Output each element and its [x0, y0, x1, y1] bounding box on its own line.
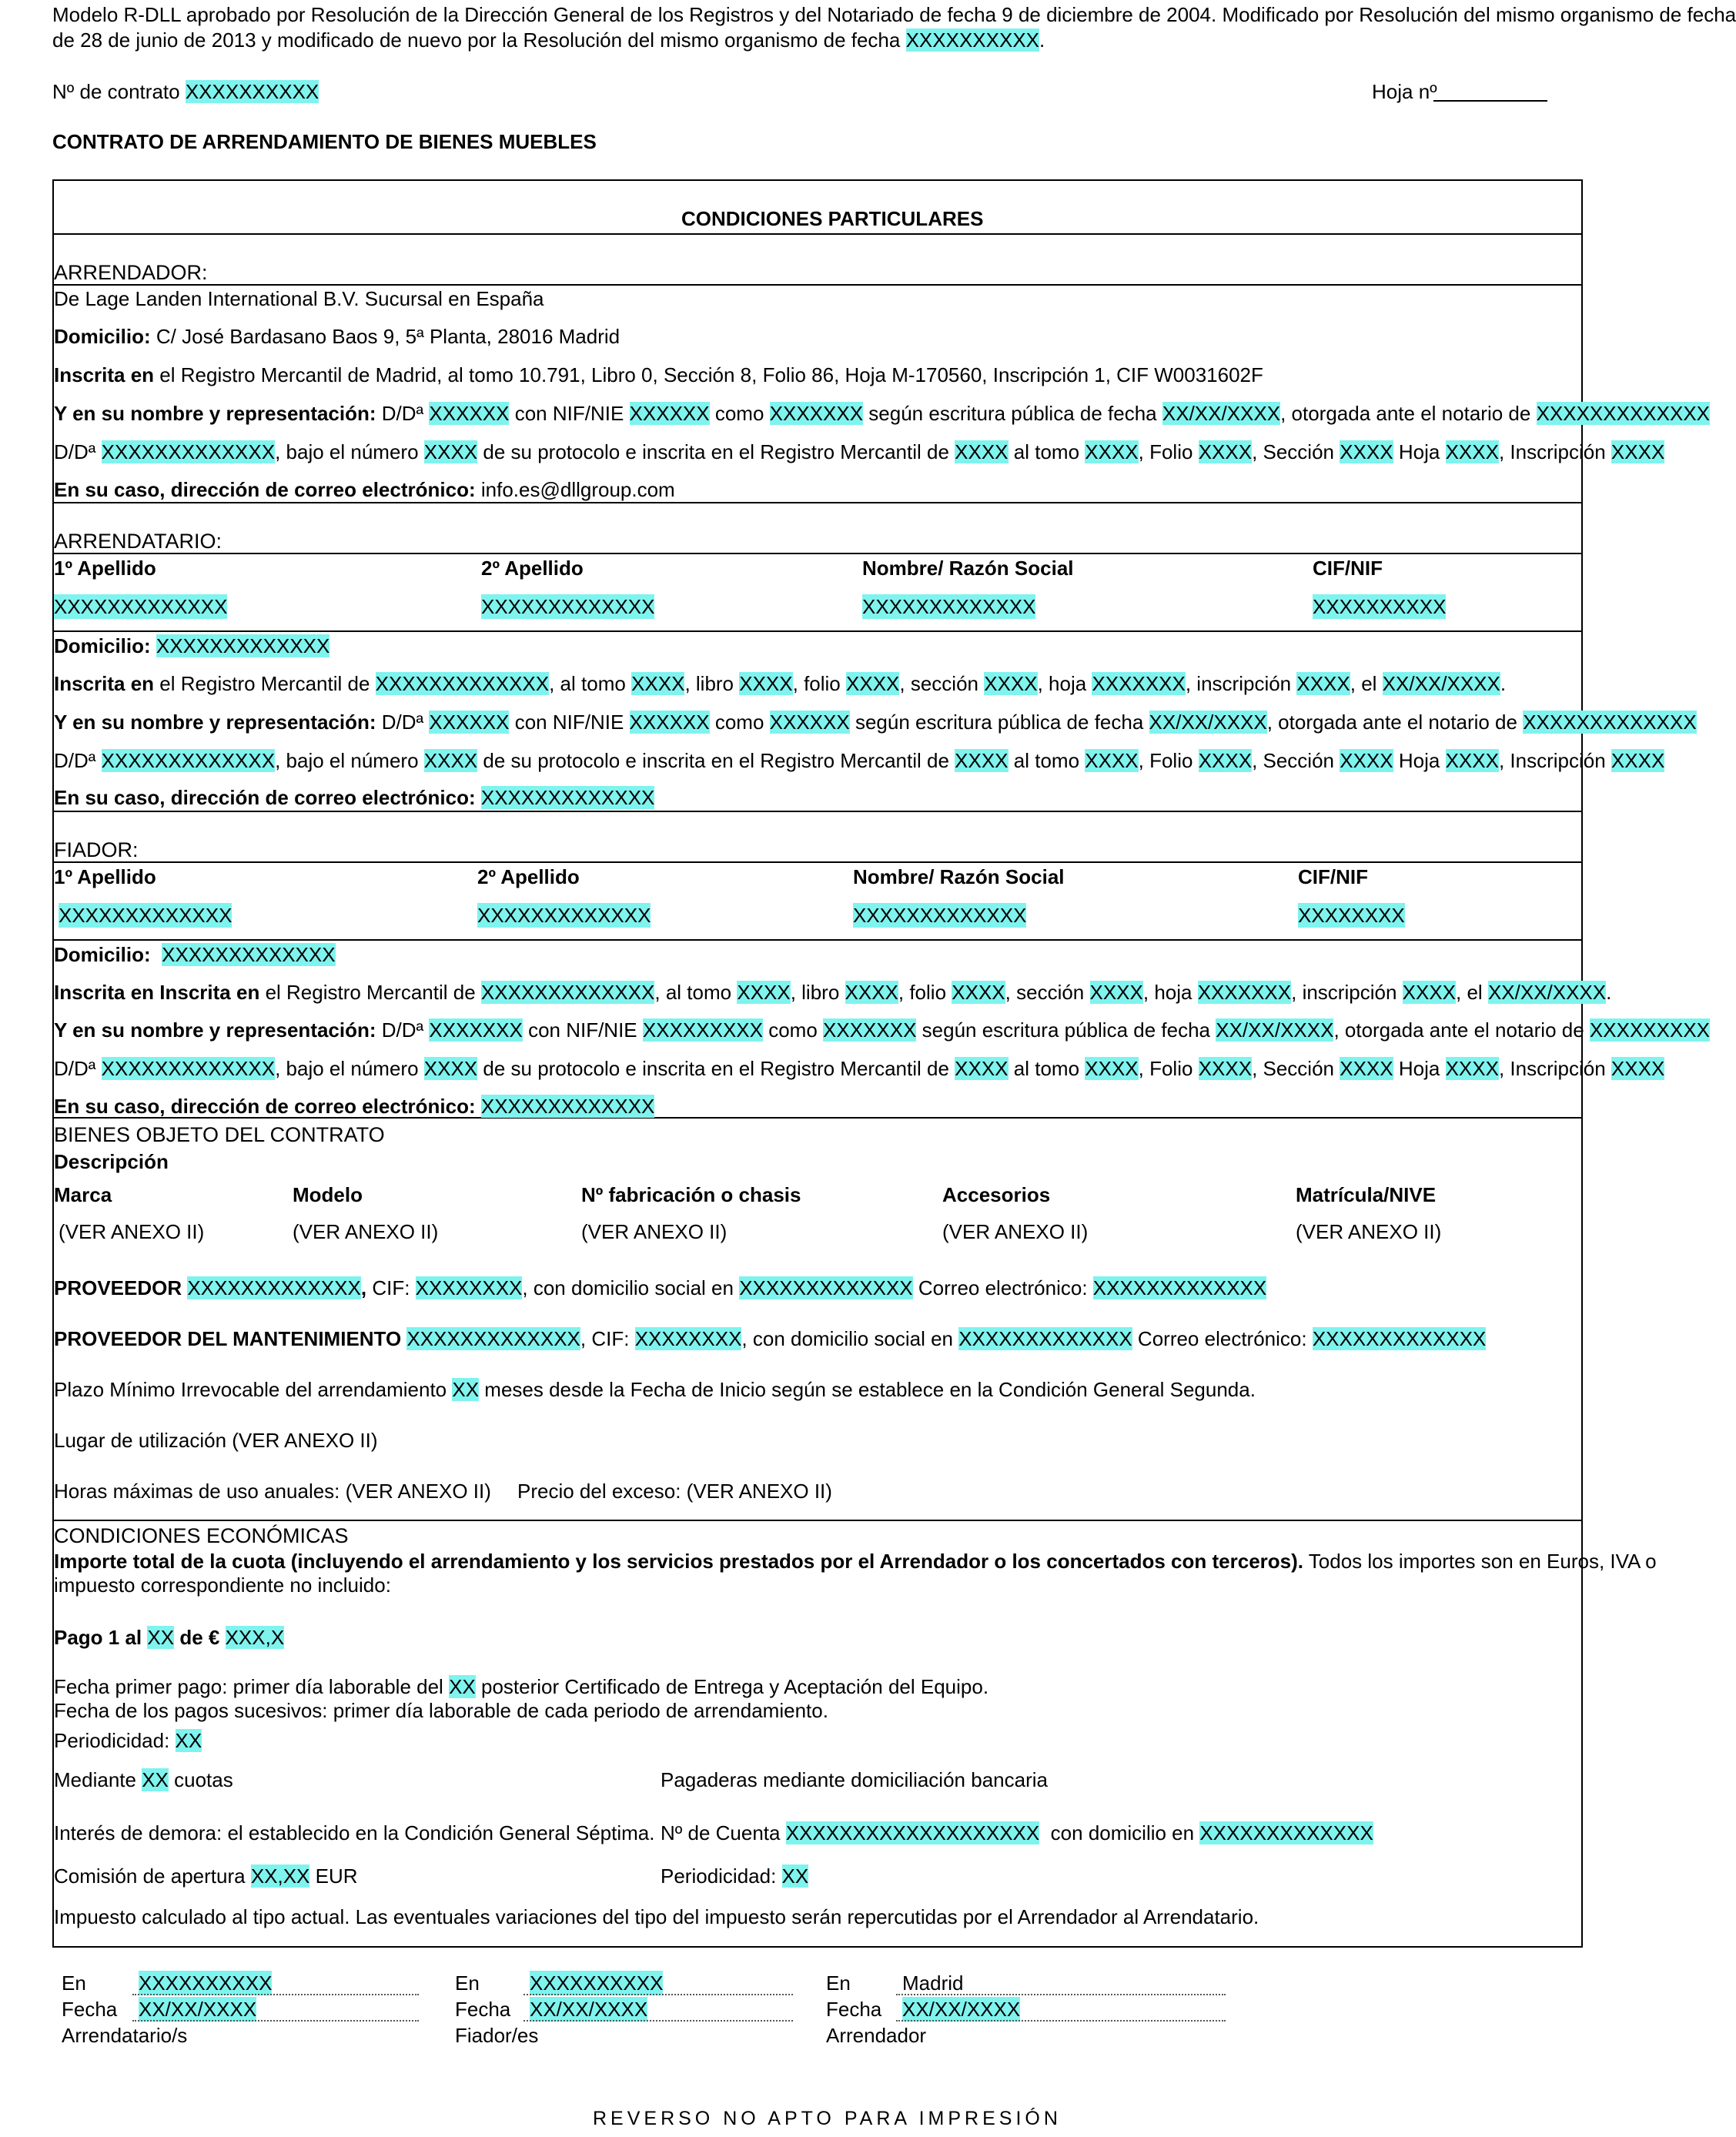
- divider: [52, 1520, 1583, 1521]
- arrendatario-col-cif: CIF/NIF: [1313, 557, 1383, 580]
- divider: [52, 811, 1583, 812]
- model-note-line2: de 28 de junio de 2013 y modificado de nuevo por la Resolución del mismo organismo de fecha XXXXXXXXXX.: [52, 28, 1045, 52]
- fiador-heading: FIADOR:: [54, 838, 139, 861]
- proveedor-mantenimiento-line: PROVEEDOR DEL MANTENIMIENTO XXXXXXXXXXXXX, CIF: XXXXXXXX, con domicilio social en XXXXXXXXXXXXX Correo electrónico: XXXXXXXXXXXXX: [54, 1327, 1487, 1350]
- divider: [52, 630, 1583, 632]
- fiador-email: En su caso, dirección de correo electrónico: XXXXXXXXXXXXX: [54, 1095, 655, 1118]
- arrendatario-email: En su caso, dirección de correo electrónico: XXXXXXXXXXXXX: [54, 786, 655, 809]
- arrendatario-representacion: Y en su nombre y representación: D/Dª XXXXXX con NIF/NIE XXXXXX como XXXXXX según escritura pública de fecha XX/XX/XXXX, otorgada ante el notario de XXXXXXXXXXXXX: [54, 711, 1697, 734]
- sig-en-line: [132, 1994, 419, 1995]
- fiador-nombre[interactable]: XXXXXXXXXXXXX: [853, 904, 1027, 927]
- sig-fecha-label: Fecha: [826, 1998, 882, 2021]
- comision-apertura: Comisión de apertura XX,XX EUR: [54, 1864, 358, 1888]
- arrendatario-protocolo: D/Dª XXXXXXXXXXXXX, bajo el número XXXX de su protocolo e inscrita en el Registro Mercantil de XXXX al tomo XXXX, Folio XXXX, Sección XXXX Hoja XXXX, Inscripción XXXX: [54, 749, 1665, 772]
- fiador-col-cif: CIF/NIF: [1298, 865, 1368, 888]
- sig-en-value[interactable]: XXXXXXXXXX: [530, 1971, 664, 1995]
- bienes-col-chasis: Nº fabricación o chasis: [581, 1183, 801, 1206]
- fiador-domicilio: Domicilio: XXXXXXXXXXXXX: [54, 943, 336, 966]
- bienes-descripcion: Descripción: [54, 1150, 169, 1173]
- fiador-apellido1[interactable]: XXXXXXXXXXXXX: [59, 904, 232, 927]
- precio-exceso: Precio del exceso: (VER ANEXO II): [517, 1480, 832, 1503]
- arrendador-email: En su caso, dirección de correo electrónico: info.es@dllgroup.com: [54, 478, 675, 501]
- document-title: CONTRATO DE ARRENDAMIENTO DE BIENES MUEBLES: [52, 130, 597, 153]
- periodicidad: Periodicidad: XX: [54, 1729, 202, 1752]
- sig-role: Fiador/es: [455, 2024, 539, 2047]
- bienes-heading: BIENES OBJETO DEL CONTRATO: [54, 1123, 385, 1146]
- arrendador-inscrita: Inscrita en el Registro Mercantil de Madrid, al tomo 10.791, Libro 0, Sección 8, Folio 86, Hoja M-170560, Inscripción 1, CIF W0031602F: [54, 363, 1263, 386]
- plazo-minimo: Plazo Mínimo Irrevocable del arrendamiento XX meses desde la Fecha de Inicio según se establece en la Condición General Segunda.: [54, 1378, 1256, 1401]
- arrendatario-apellido2[interactable]: XXXXXXXXXXXXX: [481, 595, 655, 618]
- divider: [52, 233, 1583, 235]
- numero-cuenta: Nº de Cuenta XXXXXXXXXXXXXXXXXXX con domicilio en XXXXXXXXXXXXX: [661, 1821, 1373, 1844]
- impuesto-nota: Impuesto calculado al tipo actual. Las eventuales variaciones del tipo del impuesto serán repercutidas por el Arrendador al Arrendatario.: [54, 1905, 1259, 1928]
- bienes-modelo: (VER ANEXO II): [293, 1220, 439, 1243]
- divider: [52, 939, 1583, 941]
- arrendatario-domicilio: Domicilio: XXXXXXXXXXXXX: [54, 634, 330, 657]
- mediante-cuotas: Mediante XX cuotas: [54, 1768, 233, 1791]
- sig-fecha-label: Fecha: [62, 1998, 118, 2021]
- sig-en-value[interactable]: XXXXXXXXXX: [139, 1971, 273, 1995]
- sheet-number-field[interactable]: [1433, 100, 1547, 102]
- fiador-representacion: Y en su nombre y representación: D/Dª XXXXXXX con NIF/NIE XXXXXXXXX como XXXXXXX según escritura pública de fecha XX/XX/XXXX, otorgada ante el notario de XXXXXXXXX: [54, 1018, 1710, 1042]
- sig-en-line: [523, 1994, 793, 1995]
- sig-fecha-line: [523, 2020, 793, 2022]
- arrendador-name: De Lage Landen International B.V. Sucursal en España: [54, 287, 544, 310]
- bienes-col-modelo: Modelo: [293, 1183, 363, 1206]
- arrendador-domicilio: Domicilio: C/ José Bardasano Baos 9, 5ª Planta, 28016 Madrid: [54, 325, 620, 348]
- footer-notice: REVERSO NO APTO PARA IMPRESIÓN: [593, 2108, 1062, 2129]
- sig-fecha-value[interactable]: XX/XX/XXXX: [139, 1998, 257, 2021]
- fiador-col-apellido2: 2º Apellido: [477, 865, 580, 888]
- importe-total: Importe total de la cuota (incluyendo el arrendamiento y los servicios prestados por el Arrendador o los concertados con terceros). Todos los importes son en Euros, IVA o: [54, 1550, 1657, 1573]
- fiador-apellido2[interactable]: XXXXXXXXXXXXX: [477, 904, 651, 927]
- section-title-conditions: CONDICIONES PARTICULARES: [681, 207, 984, 230]
- arrendatario-col-apellido2: 2º Apellido: [481, 557, 584, 580]
- periodicidad-2: Periodicidad: XX: [661, 1864, 809, 1888]
- bienes-col-matricula: Matrícula/NIVE: [1296, 1183, 1437, 1206]
- bienes-col-marca: Marca: [54, 1183, 112, 1206]
- box-bottom-border: [52, 1946, 1583, 1948]
- contract-number: Nº de contrato XXXXXXXXXX: [52, 80, 319, 103]
- sig-fecha-line: [132, 2020, 419, 2022]
- arrendatario-heading: ARRENDATARIO:: [54, 530, 222, 553]
- sig-en-line: [896, 1994, 1226, 1995]
- bienes-chasis: (VER ANEXO II): [581, 1220, 728, 1243]
- sig-fecha-line: [896, 2020, 1226, 2022]
- sig-role: Arrendador: [826, 2024, 927, 2047]
- arrendador-protocolo: D/Dª XXXXXXXXXXXXX, bajo el número XXXX de su protocolo e inscrita en el Registro Mercantil de XXXX al tomo XXXX, Folio XXXX, Sección XXXX Hoja XXXX, Inscripción XXXX: [54, 440, 1665, 463]
- divider: [52, 502, 1583, 503]
- arrendador-representacion: Y en su nombre y representación: D/Dª XXXXXX con NIF/NIE XXXXXX como XXXXXXX según escritura pública de fecha XX/XX/XXXX, otorgada ante el notario de XXXXXXXXXXXXX: [54, 402, 1711, 425]
- sig-fecha-value[interactable]: XX/XX/XXXX: [530, 1998, 648, 2021]
- sig-fecha-value[interactable]: XX/XX/XXXX: [902, 1998, 1021, 2021]
- box-top-border: [52, 179, 1583, 181]
- divider: [52, 284, 1583, 286]
- arrendador-heading: ARRENDADOR:: [54, 261, 208, 284]
- fiador-protocolo: D/Dª XXXXXXXXXXXXX, bajo el número XXXX de su protocolo e inscrita en el Registro Mercantil de XXXX al tomo XXXX, Folio XXXX, Sección XXXX Hoja XXXX, Inscripción XXXX: [54, 1057, 1665, 1080]
- importe-total-line2: impuesto correspondiente no incluido:: [54, 1573, 391, 1597]
- divider: [52, 553, 1583, 554]
- fecha-pagos-sucesivos: Fecha de los pagos sucesivos: primer día laborable de cada periodo de arrendamiento.: [54, 1699, 828, 1722]
- lugar-utilizacion: Lugar de utilización (VER ANEXO II): [54, 1429, 378, 1452]
- sig-en-label: En: [826, 1971, 851, 1995]
- arrendatario-inscrita: Inscrita en el Registro Mercantil de XXXXXXXXXXXXX, al tomo XXXX, libro XXXX, folio XXXX, sección XXXX, hoja XXXXXXX, inscripción XXXX, el XX/XX/XXXX.: [54, 672, 1507, 695]
- interes-demora: Interés de demora: el establecido en la Condición General Séptima.: [54, 1821, 655, 1844]
- fecha-primer-pago: Fecha primer pago: primer día laborable del XX posterior Certificado de Entrega y Aceptación del Equipo.: [54, 1675, 989, 1698]
- divider: [52, 861, 1583, 863]
- fiador-col-apellido1: 1º Apellido: [54, 865, 156, 888]
- model-note-line1: Modelo R-DLL aprobado por Resolución de la Dirección General de los Registros y del Notariado de fecha 9 de diciembre de 2004. Modificado por Resolución del mismo organismo de fecha: [52, 3, 1736, 26]
- arrendatario-col-apellido1: 1º Apellido: [54, 557, 156, 580]
- bienes-col-accesorios: Accesorios: [942, 1183, 1051, 1206]
- arrendatario-nombre[interactable]: XXXXXXXXXXXXX: [862, 595, 1036, 618]
- arrendatario-col-nombre: Nombre/ Razón Social: [862, 557, 1074, 580]
- horas-maximas: Horas máximas de uso anuales: (VER ANEXO II): [54, 1480, 491, 1503]
- sig-role: Arrendatario/s: [62, 2024, 188, 2047]
- sig-en-label: En: [455, 1971, 480, 1995]
- economicas-heading: CONDICIONES ECONÓMICAS: [54, 1524, 349, 1547]
- sheet-number-label: Hoja nº: [1372, 80, 1437, 103]
- fiador-col-nombre: Nombre/ Razón Social: [853, 865, 1065, 888]
- sig-fecha-label: Fecha: [455, 1998, 511, 2021]
- fiador-cif[interactable]: XXXXXXXX: [1298, 904, 1405, 927]
- arrendatario-cif[interactable]: XXXXXXXXXX: [1313, 595, 1447, 618]
- bienes-matricula: (VER ANEXO II): [1296, 1220, 1442, 1243]
- arrendatario-apellido1[interactable]: XXXXXXXXXXXXX: [54, 595, 228, 618]
- proveedor-line: PROVEEDOR XXXXXXXXXXXXX, CIF: XXXXXXXX, con domicilio social en XXXXXXXXXXXXX Correo electrónico: XXXXXXXXXXXXX: [54, 1276, 1267, 1299]
- fiador-inscrita: Inscrita en Inscrita en el Registro Mercantil de XXXXXXXXXXXXX, al tomo XXXX, libro XXXX, folio XXXX, sección XXXX, hoja XXXXXXX, inscripción XXXX, el XX/XX/XXXX.: [54, 981, 1612, 1004]
- pagaderas-domiciliacion: Pagaderas mediante domiciliación bancaria: [661, 1768, 1048, 1791]
- sig-en-value[interactable]: Madrid: [902, 1971, 964, 1995]
- pago-line: Pago 1 al XX de € XXX,X: [54, 1626, 285, 1649]
- bienes-marca: (VER ANEXO II): [59, 1220, 205, 1243]
- sig-en-label: En: [62, 1971, 86, 1995]
- bienes-accesorios: (VER ANEXO II): [942, 1220, 1089, 1243]
